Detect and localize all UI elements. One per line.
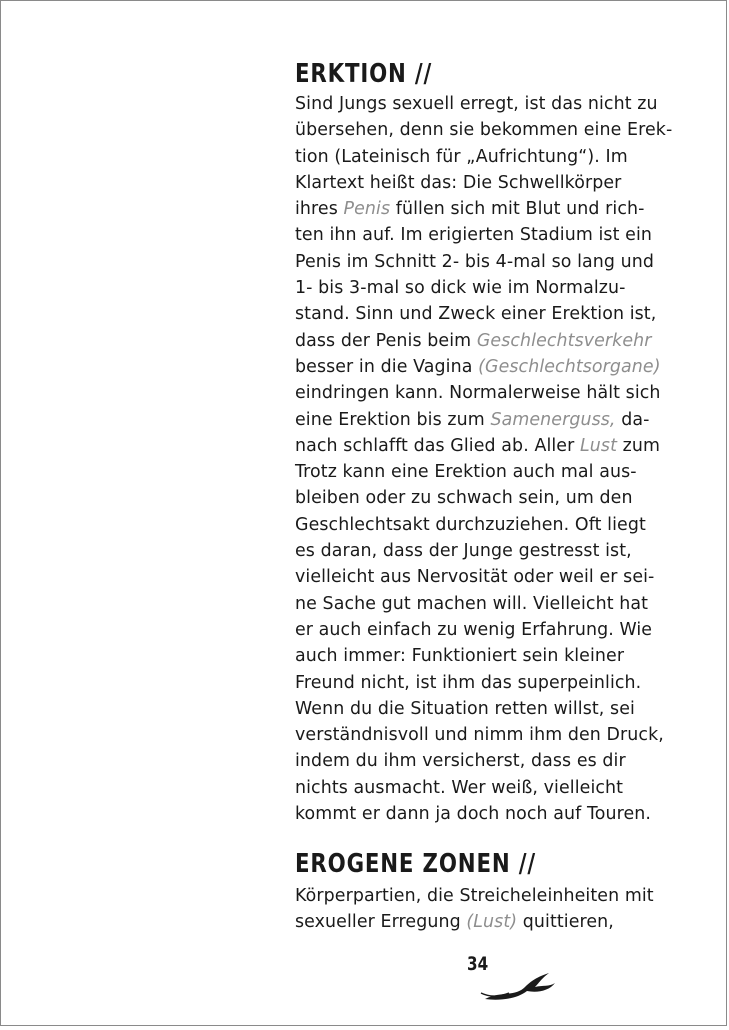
text-segment: dass der Penis beim <box>295 330 477 351</box>
text-line <box>295 117 672 143</box>
text-line <box>295 196 672 222</box>
text-segment: Wenn du die Situation retten willst, sei <box>295 698 635 719</box>
text-segment: nach schlafft das Glied ab. Aller <box>295 435 580 456</box>
text-segment: bleiben oder zu schwach sein, um den <box>295 488 633 509</box>
cross-reference-link[interactable]: Geschlechtsverkehr <box>476 330 652 351</box>
text-segment: es daran, dass der Junge gestresst ist, <box>295 541 632 562</box>
text-segment: zum <box>617 435 661 456</box>
text-line <box>295 748 672 774</box>
text-segment: Geschlechtsakt durchzuziehen. Oft liegt <box>295 514 646 535</box>
text-segment: ihres <box>295 199 344 220</box>
text-line <box>295 170 672 196</box>
text-line <box>295 643 672 669</box>
text-line <box>295 328 672 354</box>
text-line <box>295 512 672 538</box>
section-heading-erogene-zonen: EROGENE ZONEN // <box>295 849 536 879</box>
text-line <box>295 617 672 643</box>
text-segment: 1- bis 3-mal so dick wie im Normalzu- <box>295 278 626 299</box>
text-line <box>295 301 672 327</box>
text-line <box>295 275 672 301</box>
section-body-erektion <box>295 91 672 827</box>
text-segment: verständnisvoll und nimm ihm den Druck, <box>295 725 664 746</box>
text-segment: Trotz kann eine Erektion auch mal aus- <box>295 462 637 483</box>
text-segment: indem du ihm versicherst, dass es dir <box>295 751 626 772</box>
text-segment: eine Erektion bis zum <box>295 409 491 430</box>
text-line <box>295 249 672 275</box>
text-line <box>295 433 672 459</box>
text-segment: besser in die Vagina <box>295 356 479 377</box>
text-line <box>295 538 672 564</box>
text-line <box>295 591 672 617</box>
text-segment: nichts ausmacht. Wer weiß, vielleicht <box>295 777 624 798</box>
swallow-bird-icon <box>479 963 557 1003</box>
text-line <box>295 222 672 248</box>
text-line <box>295 883 654 909</box>
text-segment: Penis im Schnitt 2- bis 4-mal so lang und <box>295 251 655 272</box>
text-segment: übersehen, denn sie bekommen eine Erek- <box>295 120 673 141</box>
text-segment: vielleicht aus Nervosität oder weil er sei- <box>295 567 655 588</box>
text-line <box>295 485 672 511</box>
text-segment: Freund nicht, ist ihm das superpeinlich. <box>295 672 642 693</box>
text-segment: sexueller Erregung <box>295 912 467 933</box>
text-segment: eindringen kann. Normalerweise hält sich <box>295 383 661 404</box>
text-segment: füllen sich mit Blut und rich- <box>390 199 645 220</box>
text-segment: auch immer: Funktioniert sein kleiner <box>295 646 625 667</box>
cross-reference-link[interactable]: Penis <box>343 199 391 220</box>
text-segment: Sind Jungs sexuell erregt, ist das nicht zu <box>295 94 658 114</box>
text-line <box>295 722 672 748</box>
text-line <box>295 801 672 827</box>
section-heading-erektion: ERΚΤION // <box>295 59 433 89</box>
text-line <box>295 91 672 117</box>
cross-reference-link[interactable]: Lust <box>580 435 617 456</box>
text-segment: kommt er dann ja doch noch auf Touren. <box>295 804 652 825</box>
text-segment: quittieren, <box>517 912 614 933</box>
cross-reference-link[interactable]: Samenerguss, <box>490 409 616 430</box>
text-line <box>295 670 672 696</box>
cross-reference-link[interactable]: (Geschlechtsorgane) <box>478 356 661 377</box>
text-line <box>295 380 672 406</box>
text-line <box>295 354 672 380</box>
text-segment: tion (Lateinisch für „Aufrichtung“). Im <box>295 146 628 167</box>
text-line <box>295 909 654 935</box>
text-line <box>295 144 672 170</box>
page-number: 34 <box>467 953 489 975</box>
cross-reference-link[interactable]: (Lust) <box>466 912 518 933</box>
text-segment: Körperpartien, die Streicheleinheiten mit <box>295 886 654 906</box>
text-segment: da- <box>615 409 650 430</box>
text-segment: ten ihn auf. Im erigierten Stadium ist ein <box>295 225 652 246</box>
section-body-erogene-zonen <box>295 883 654 936</box>
text-line <box>295 775 672 801</box>
text-segment: er auch einfach zu wenig Erfahrung. Wie <box>295 619 653 640</box>
text-line <box>295 459 672 485</box>
text-line <box>295 564 672 590</box>
page-footer <box>467 953 557 1003</box>
text-segment: ne Sache gut machen will. Vielleicht hat <box>295 593 649 614</box>
text-line <box>295 407 672 433</box>
text-segment: stand. Sinn und Zweck einer Erektion ist, <box>295 304 657 325</box>
text-line <box>295 696 672 722</box>
text-segment: Klartext heißt das: Die Schwellkörper <box>295 172 622 193</box>
